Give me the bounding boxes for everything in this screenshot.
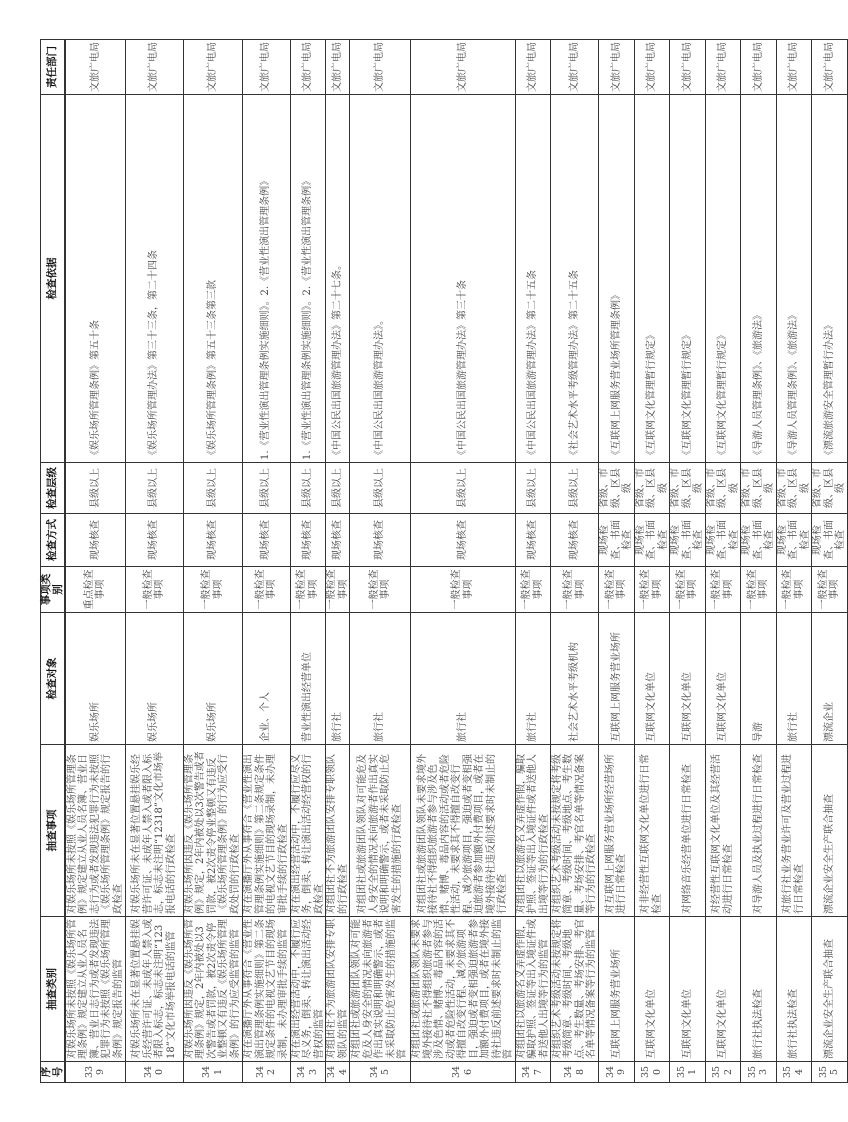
cell-item: 对组团社或旅游团队领队对可能危及人身安全的情况未向旅游者作出真实说明和明确警示，或者未采取防止危害发生的措施的行政检查 xyxy=(350,745,411,917)
cell-no: 344 xyxy=(326,1062,350,1083)
cell-basis: 《导游人员管理条例》、《旅游法》 xyxy=(776,95,812,463)
cell-dept: 文旅广电局 xyxy=(125,40,183,95)
cell-item: 对旅行社业务营业许可及营业过程进行日常检查 xyxy=(776,745,812,917)
cell-level: 县级以上 xyxy=(242,463,290,514)
cell-basis: 《中国公民出国旅游管理办法》第二十七条。 xyxy=(326,95,350,463)
cell-type: 一般检查事项 xyxy=(776,567,812,613)
table-row xyxy=(125,40,183,1083)
cell-no: 347 xyxy=(515,1062,551,1083)
cell-object: 互联网文化单位 xyxy=(705,613,741,745)
cell-category: 互联网文化单位 xyxy=(705,917,741,1062)
cell-object: 漂流企业 xyxy=(812,613,848,745)
cell-method: 现场核查 xyxy=(65,514,125,567)
cell-level: 省级、市级、区县级 xyxy=(599,463,635,514)
table-row xyxy=(634,40,670,1083)
cell-level: 省级、市级、区县级 xyxy=(776,463,812,514)
cell-item: 对组团社或旅游团队领队未要求境外接待社不得组织旅游者参与涉及色情、赌博、毒品内容的活动或者危险性活动，未要求其不得擅自改变行程、减少旅游项目，强迫或者变相强迫旅游者参加额外付费项目，或者在境外接待社违反前述要求时未制止的行政检查 xyxy=(411,745,516,917)
header-type: 事项类别 xyxy=(41,567,66,613)
cell-item: 对组织艺术考级活动未按规定将考级简章、考级时间、考级地点、考生数量、考场安排、考官名单等情况备案等行为的行政检查 xyxy=(551,745,599,917)
cell-category: 对娱乐场所因违反《娱乐场所管理条例》规定，2年内被处以3次警告或者罚款，被2次责令停业整顿又有违反《娱乐场所管理条例》的行为应受监管的监管 xyxy=(183,917,242,1062)
header-basis: 检查依据 xyxy=(41,95,66,463)
cell-level: 县级以上 xyxy=(125,463,183,514)
cell-basis: 《互联网文化管理暂行规定》 xyxy=(634,95,670,463)
cell-level: 县级以上 xyxy=(65,463,125,514)
cell-category: 互联网上网服务营业场所 xyxy=(599,917,635,1062)
cell-item: 对娱乐场所未按照《娱乐场所管理条例》规定建立从业人员名簿、营业日志行为或者发现违法犯罪行为未按照《娱乐场所管理条例》规定报告的行政检查 xyxy=(65,745,125,917)
cell-no: 341 xyxy=(183,1062,242,1083)
cell-type: 一般检查事项 xyxy=(812,567,848,613)
table-row xyxy=(326,40,350,1083)
cell-level: 县级以上 xyxy=(411,463,516,514)
cell-object: 导游 xyxy=(741,613,777,745)
table-row xyxy=(705,40,741,1083)
cell-method: 现场检查、书面检查 xyxy=(634,514,670,567)
cell-object: 社会艺术水平考级机构 xyxy=(551,613,599,745)
cell-item: 漂流企业安全生产联合抽查 xyxy=(812,745,848,917)
cell-level: 县级以上 xyxy=(326,463,350,514)
cell-level: 省级、市级、区县级 xyxy=(705,463,741,514)
cell-object: 互联网文化单位 xyxy=(634,613,670,745)
cell-item: 对导游人员及执业过程进行日常检查 xyxy=(741,745,777,917)
cell-object: 旅行社 xyxy=(326,613,350,745)
inspection-table xyxy=(40,39,848,1083)
cell-basis: 《导游人员管理条例》、《旅游法》 xyxy=(741,95,777,463)
cell-method: 现场检查、书面检查 xyxy=(599,514,635,567)
cell-type: 一般检查事项 xyxy=(411,567,516,613)
cell-type: 一般检查事项 xyxy=(551,567,599,613)
cell-level: 省级、市级、区县级 xyxy=(670,463,706,514)
table-row xyxy=(65,40,125,1083)
cell-level: 省级、市级、区县级 xyxy=(741,463,777,514)
cell-type: 一般检查事项 xyxy=(350,567,411,613)
cell-item: 对娱乐场所未在显著位置悬挂娱乐经营许可证、未成年人禁入或者限入标志，标志未注明“12318”文化市场举报电话的行政检查 xyxy=(125,745,183,917)
cell-type: 一般检查事项 xyxy=(183,567,242,613)
cell-method: 现场核查 xyxy=(242,514,290,567)
cell-dept: 文旅广电局 xyxy=(242,40,290,95)
cell-no: 354 xyxy=(776,1062,812,1083)
cell-dept: 文旅广电局 xyxy=(290,40,326,95)
cell-dept: 文旅广电局 xyxy=(776,40,812,95)
cell-method: 现场检查、书面检查 xyxy=(776,514,812,567)
cell-no: 355 xyxy=(812,1062,848,1083)
cell-basis: 《漂流旅游安全管理暂行办法》 xyxy=(812,95,848,463)
cell-method: 现场检查、书面检查 xyxy=(812,514,848,567)
cell-item: 对组团社不为旅游团队安排专职领队的行政检查 xyxy=(326,745,350,917)
cell-category: 对在演出经营活动中，不履行应尽义务，倒卖、转让演出活动经营权的监管 xyxy=(290,917,326,1062)
cell-dept: 文旅广电局 xyxy=(741,40,777,95)
cell-no: 348 xyxy=(551,1062,599,1083)
cell-item: 对在演播厅外从事符合《营业性演出管理条例实施细则》第二条规定条件的电视文艺节目的现场录制，未办理审批手续的行政检查 xyxy=(242,745,290,917)
header-level: 检查层级 xyxy=(41,463,66,514)
cell-method: 现场核查 xyxy=(125,514,183,567)
table-row xyxy=(290,40,326,1083)
cell-object: 娱乐场所 xyxy=(183,613,242,745)
table-row xyxy=(515,40,551,1083)
cell-basis: 《互联网文化管理暂行规定》 xyxy=(705,95,741,463)
table-row xyxy=(183,40,242,1083)
cell-basis: 1.《营业性演出管理条例实施细则》。2.《营业性演出管理条例》 xyxy=(242,95,290,463)
header-item: 抽查事项 xyxy=(41,745,66,917)
header-method: 检查方式 xyxy=(41,514,66,567)
cell-no: 351 xyxy=(670,1062,706,1083)
cell-object: 旅行社 xyxy=(350,613,411,745)
cell-basis: 《娱乐场所管理办法》第三十三条，第二十四条 xyxy=(125,95,183,463)
cell-type: 一般检查事项 xyxy=(670,567,706,613)
cell-basis: 《中国公民出国旅游管理办法》第三十条 xyxy=(411,95,516,463)
cell-type: 一般检查事项 xyxy=(705,567,741,613)
cell-level: 县级以上 xyxy=(183,463,242,514)
cell-category: 对娱乐场所未在显著位置悬挂娱乐经营许可证、未成年人禁入或者限入标志，标志未注明“12318”文化市场举报电话的监管 xyxy=(125,917,183,1062)
cell-method: 现场核查 xyxy=(411,514,516,567)
cell-type: 一般检查事项 xyxy=(242,567,290,613)
table-row xyxy=(551,40,599,1083)
cell-basis: 《娱乐场所管理条例》第五十条 xyxy=(65,95,125,463)
cell-dept: 文旅广电局 xyxy=(705,40,741,95)
cell-level: 县级以上 xyxy=(515,463,551,514)
cell-no: 349 xyxy=(599,1062,635,1083)
cell-type: 重点检查事项 xyxy=(65,567,125,613)
cell-dept: 文旅广电局 xyxy=(551,40,599,95)
table-row xyxy=(812,40,848,1083)
cell-basis: 《中国公民出国旅游管理办法》第二十五条 xyxy=(515,95,551,463)
cell-category: 对组团社或旅游团队领队未要求境外接待社不得组织旅游者参与涉及色情、赌博、毒品内容的活动或者危险性活动，未要求其不得擅自改变行程、减少旅游项目，强迫或者变相强迫旅游者参加额外付费项目，或者在境外接待社违反前述要求时未制止的监管 xyxy=(411,917,516,1062)
cell-level: 县级以上 xyxy=(350,463,411,514)
cell-method: 现场核查 xyxy=(350,514,411,567)
table-row xyxy=(350,40,411,1083)
cell-basis: 《社会艺术水平考级管理办法》第二十五条 xyxy=(551,95,599,463)
cell-category: 对组团社或旅游团队领队对可能危及人身安全的情况未向旅游者作出真实说明和明确警示，或者未采取防止危害发生的措施的监管 xyxy=(350,917,411,1062)
cell-no: 342 xyxy=(242,1062,290,1083)
cell-category: 互联网文化单位 xyxy=(634,917,670,1062)
cell-level: 省级、市级、区县级 xyxy=(812,463,848,514)
cell-type: 一般检查事项 xyxy=(290,567,326,613)
cell-dept: 文旅广电局 xyxy=(350,40,411,95)
cell-method: 现场核查 xyxy=(290,514,326,567)
cell-item: 对网络音乐经营单位进行日常检查 xyxy=(670,745,706,917)
cell-method: 现场检查、书面检查 xyxy=(741,514,777,567)
cell-dept: 文旅广电局 xyxy=(326,40,350,95)
cell-method: 现场核查 xyxy=(326,514,350,567)
cell-item: 对娱乐场所因违反《娱乐场所管理条例》规定，2年内被处以3次警告或者罚款，被2次责令停业整顿又有违反《娱乐场所管理条例》的行为应受行政处罚的行政检查 xyxy=(183,745,242,917)
cell-item: 对组团社以旅游名义弄虚作假，骗取护照、签证等出入境证件或者送他人出境等行为的行政检查 xyxy=(515,745,551,917)
cell-no: 346 xyxy=(411,1062,516,1083)
cell-dept: 文旅广电局 xyxy=(812,40,848,95)
table-row xyxy=(670,40,706,1083)
cell-method: 现场检查、书面检查 xyxy=(670,514,706,567)
cell-basis: 《娱乐场所管理条例》第五十三条第三款 xyxy=(183,95,242,463)
cell-type: 一般检查事项 xyxy=(634,567,670,613)
cell-item: 对互联网上网服务营业场所经营场所进行日常检查 xyxy=(599,745,635,917)
cell-category: 对娱乐场所未按照《娱乐场所管理条例》规定建立从业人员名簿、营业日志行为或者发现违法犯罪行为未按照《娱乐场所管理条例》规定报告的监管 xyxy=(65,917,125,1062)
cell-no: 352 xyxy=(705,1062,741,1083)
header-category: 抽查类别 xyxy=(41,917,66,1062)
cell-dept: 文旅广电局 xyxy=(599,40,635,95)
cell-object: 企业、个人 xyxy=(242,613,290,745)
cell-method: 现场核查 xyxy=(551,514,599,567)
cell-type: 一般检查事项 xyxy=(599,567,635,613)
cell-category: 对组团社以旅游名义弄虚作假，骗取护照、签证等出入境证件或者送他人出境等行为的监管 xyxy=(515,917,551,1062)
header-no: 序号 xyxy=(41,1062,66,1083)
cell-object: 旅行社 xyxy=(776,613,812,745)
cell-dept: 文旅广电局 xyxy=(670,40,706,95)
table-row xyxy=(599,40,635,1083)
cell-method: 现场检查、书面检查 xyxy=(705,514,741,567)
cell-dept: 文旅广电局 xyxy=(183,40,242,95)
cell-category: 对组织艺术考级活动未按规定将考级简章、考级时间、考级地点、考生数量、考场安排、考官名单等情况备案等行为的监管 xyxy=(551,917,599,1062)
cell-type: 一般检查事项 xyxy=(125,567,183,613)
cell-no: 350 xyxy=(634,1062,670,1083)
header-object: 检查对象 xyxy=(41,613,66,745)
table-header-row xyxy=(41,40,66,1083)
cell-no: 339 xyxy=(65,1062,125,1083)
cell-level: 县级以上 xyxy=(290,463,326,514)
cell-category: 旅行社执法检查 xyxy=(776,917,812,1062)
cell-dept: 文旅广电局 xyxy=(411,40,516,95)
cell-object: 娱乐场所 xyxy=(65,613,125,745)
cell-category: 互联网文化单位 xyxy=(670,917,706,1062)
cell-object: 旅行社 xyxy=(515,613,551,745)
cell-no: 353 xyxy=(741,1062,777,1083)
cell-no: 343 xyxy=(290,1062,326,1083)
cell-object: 娱乐场所 xyxy=(125,613,183,745)
cell-level: 县级以上 xyxy=(551,463,599,514)
cell-object: 旅行社 xyxy=(411,613,516,745)
cell-category: 对在演播厅外从事符合《营业性演出管理条例实施细则》第二条规定条件的电视文艺节目的现场录制，未办理审批手续的监管 xyxy=(242,917,290,1062)
header-dept: 责任部门 xyxy=(41,40,66,95)
cell-basis: 1.《营业性演出管理条例实施细则》。2.《营业性演出管理条例》 xyxy=(290,95,326,463)
cell-object: 互联网文化单位 xyxy=(670,613,706,745)
cell-dept: 文旅广电局 xyxy=(515,40,551,95)
table-row xyxy=(741,40,777,1083)
cell-method: 现场核查 xyxy=(183,514,242,567)
cell-method: 现场核查 xyxy=(515,514,551,567)
table-row xyxy=(776,40,812,1083)
cell-item: 对非经营性互联网文化单位进行日常检查 xyxy=(634,745,670,917)
cell-no: 340 xyxy=(125,1062,183,1083)
cell-type: 一般检查事项 xyxy=(326,567,350,613)
cell-type: 一般检查事项 xyxy=(741,567,777,613)
table-row xyxy=(242,40,290,1083)
cell-dept: 文旅广电局 xyxy=(634,40,670,95)
cell-no: 345 xyxy=(350,1062,411,1083)
cell-item: 对在演出经营活动中，不履行应尽义务，倒卖、转让演出活动经营权的行政检查 xyxy=(290,745,326,917)
cell-category: 对组团社不为旅游团队安排专职领队的监管 xyxy=(326,917,350,1062)
cell-type: 一般检查事项 xyxy=(515,567,551,613)
cell-basis: 《互联网文化管理暂行规定》 xyxy=(670,95,706,463)
cell-level: 省级、市级、区县级 xyxy=(634,463,670,514)
cell-object: 营业性演出经营单位 xyxy=(290,613,326,745)
cell-basis: 《中国公民出国旅游管理办法》。 xyxy=(350,95,411,463)
cell-category: 漂流企业安全生产联合抽查 xyxy=(812,917,848,1062)
cell-item: 对经营性互联网文化单位及其经营活动进行日常检查 xyxy=(705,745,741,917)
cell-dept: 文旅广电局 xyxy=(65,40,125,95)
cell-object: 互联网上网服务营业场所 xyxy=(599,613,635,745)
cell-basis: 《互联网上网服务营业场所管理条例》 xyxy=(599,95,635,463)
cell-category: 旅行社执法检查 xyxy=(741,917,777,1062)
table-row xyxy=(411,40,516,1083)
